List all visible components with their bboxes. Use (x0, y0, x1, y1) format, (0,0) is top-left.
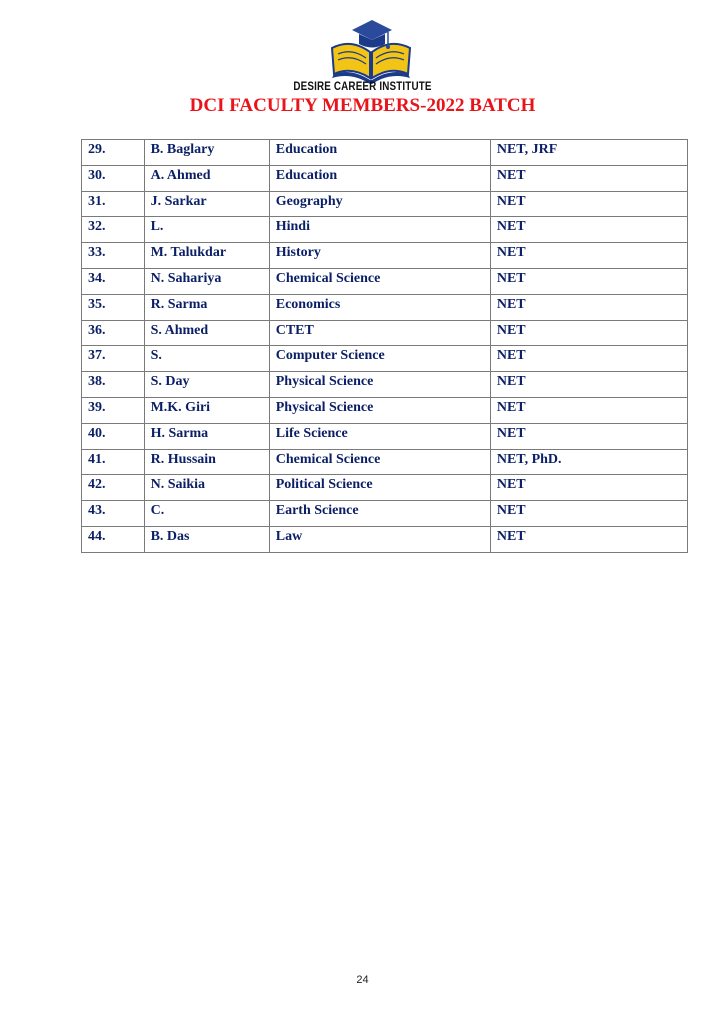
qualification-cell: NET (490, 320, 687, 346)
table-row (82, 397, 688, 423)
faculty-name-cell: R. Hussain (144, 449, 269, 475)
qualification-cell: NET (490, 294, 687, 320)
subject-cell: Chemical Science (269, 268, 490, 294)
subject-cell: Computer Science (269, 346, 490, 372)
table-row (82, 423, 688, 449)
subject-cell: Education (269, 140, 490, 166)
qualification-cell: NET (490, 501, 687, 527)
subject-cell: Physical Science (269, 372, 490, 398)
table-row (82, 346, 688, 372)
faculty-name-cell: L. (144, 217, 269, 243)
page-title: DCI FACULTY MEMBERS-2022 BATCH (189, 95, 536, 116)
serial-number-cell: 40. (82, 423, 145, 449)
faculty-name-cell: M.K. Giri (144, 397, 269, 423)
faculty-name-cell: B. Das (144, 526, 269, 552)
serial-number-cell: 38. (82, 372, 145, 398)
table-row (82, 475, 688, 501)
subject-cell: Geography (269, 191, 490, 217)
serial-number-cell: 36. (82, 320, 145, 346)
faculty-name-cell: S. (144, 346, 269, 372)
subject-cell: CTET (269, 320, 490, 346)
faculty-name-cell: C. (144, 501, 269, 527)
faculty-name-cell: S. Ahmed (144, 320, 269, 346)
qualification-cell: NET (490, 526, 687, 552)
qualification-cell: NET, JRF (490, 140, 687, 166)
table-row (82, 140, 688, 166)
subject-cell: Chemical Science (269, 449, 490, 475)
serial-number-cell: 39. (82, 397, 145, 423)
qualification-cell: NET (490, 346, 687, 372)
qualification-cell: NET (490, 372, 687, 398)
faculty-name-cell: A. Ahmed (144, 165, 269, 191)
page-number: 24 (356, 974, 369, 986)
qualification-cell: NET (490, 423, 687, 449)
table-row (82, 501, 688, 527)
serial-number-cell: 43. (82, 501, 145, 527)
institute-name: DESIRE CAREER INSTITUTE (293, 79, 432, 93)
faculty-name-cell: J. Sarkar (144, 191, 269, 217)
serial-number-cell: 29. (82, 140, 145, 166)
table-row (82, 294, 688, 320)
faculty-table-body (82, 140, 688, 553)
serial-number-cell: 31. (82, 191, 145, 217)
table-row (82, 372, 688, 398)
faculty-name-cell: H. Sarma (144, 423, 269, 449)
subject-cell: Physical Science (269, 397, 490, 423)
serial-number-cell: 44. (82, 526, 145, 552)
qualification-cell: NET (490, 475, 687, 501)
subject-cell: History (269, 243, 490, 269)
serial-number-cell: 35. (82, 294, 145, 320)
faculty-name-cell: R. Sarma (144, 294, 269, 320)
table-row (82, 243, 688, 269)
table-row (82, 268, 688, 294)
table-row (82, 449, 688, 475)
qualification-cell: NET (490, 191, 687, 217)
qualification-cell: NET (490, 397, 687, 423)
faculty-name-cell: N. Saikia (144, 475, 269, 501)
serial-number-cell: 34. (82, 268, 145, 294)
serial-number-cell: 33. (82, 243, 145, 269)
subject-cell: Earth Science (269, 501, 490, 527)
serial-number-cell: 37. (82, 346, 145, 372)
qualification-cell: NET, PhD. (490, 449, 687, 475)
qualification-cell: NET (490, 268, 687, 294)
subject-cell: Hindi (269, 217, 490, 243)
qualification-cell: NET (490, 243, 687, 269)
faculty-name-cell: M. Talukdar (144, 243, 269, 269)
table-row (82, 526, 688, 552)
faculty-name-cell: B. Baglary (144, 140, 269, 166)
subject-cell: Law (269, 526, 490, 552)
faculty-table (81, 139, 688, 553)
table-row (82, 320, 688, 346)
serial-number-cell: 32. (82, 217, 145, 243)
qualification-cell: NET (490, 165, 687, 191)
serial-number-cell: 42. (82, 475, 145, 501)
qualification-cell: NET (490, 217, 687, 243)
subject-cell: Political Science (269, 475, 490, 501)
subject-cell: Life Science (269, 423, 490, 449)
table-row (82, 165, 688, 191)
serial-number-cell: 41. (82, 449, 145, 475)
table-row (82, 191, 688, 217)
table-row (82, 217, 688, 243)
subject-cell: Education (269, 165, 490, 191)
serial-number-cell: 30. (82, 165, 145, 191)
subject-cell: Economics (269, 294, 490, 320)
faculty-name-cell: N. Sahariya (144, 268, 269, 294)
faculty-name-cell: S. Day (144, 372, 269, 398)
